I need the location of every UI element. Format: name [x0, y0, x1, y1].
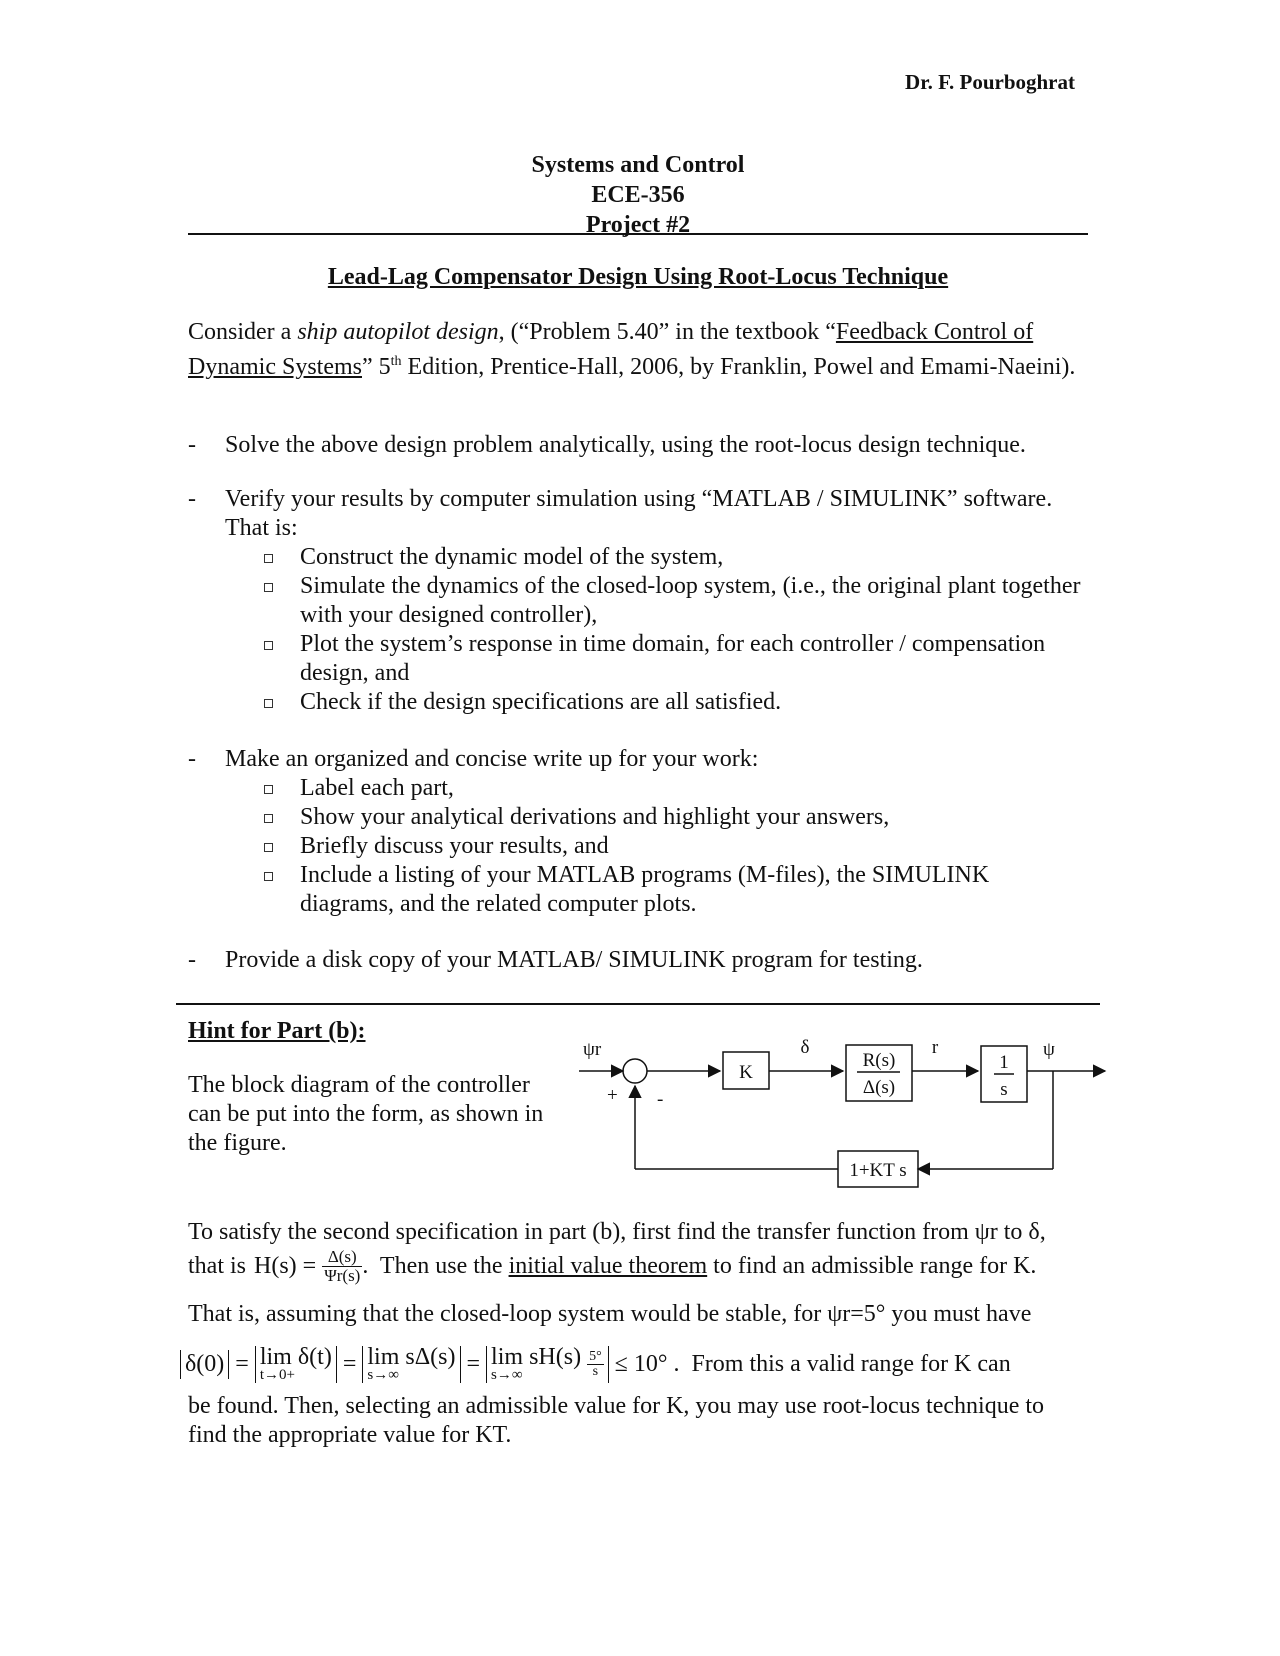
- square-bullet-icon: [262, 861, 300, 919]
- integrator-denominator: s: [1000, 1079, 1008, 1100]
- integrator-numerator: 1: [999, 1052, 1009, 1073]
- ivt-link-text: initial value theorem: [508, 1253, 708, 1279]
- input-label: ψr: [583, 1039, 602, 1060]
- textbook-title: Feedback Control of Dynamic Systems: [188, 319, 1034, 380]
- body-line-2: that is H(s) = $\frac{\Delta(s)}{\Psi r(s)}$ . Then use the initial value theorem to find an admissible range for K.: [188, 1247, 1037, 1285]
- title-block: [188, 150, 1088, 240]
- square-bullet-icon: [262, 688, 300, 717]
- hint-text: The block diagram of the controller can be put into the form, as shown in the figure.: [188, 1072, 544, 1156]
- square-bullet-icon: [262, 803, 300, 832]
- list-item: Briefly discuss your results, and: [262, 832, 1088, 861]
- intro-paragraph: Consider a ship autopilot design, (“Problem 5.40” in the textbook “Feedback Control of Dynamic Systems” 5th Edition, Prentice-Hall, 2006, by Franklin, Powel and Emami-Naeini).: [188, 319, 1076, 380]
- intro-italic: ship autopilot design: [297, 319, 499, 345]
- plant-denominator: Δ(s): [862, 1077, 896, 1098]
- body-line-1: To satisfy the second specification in part (b), first find the transfer function from ψr to δ,: [188, 1219, 1046, 1245]
- gain-label: K: [739, 1062, 753, 1083]
- list-item: Check if the design specifications are all satisfied.: [262, 688, 1088, 717]
- course-name: Systems and Control: [531, 152, 745, 178]
- bullet-verify: - Verify your results by computer simulation using “MATLAB / SIMULINK” software. That is:: [188, 486, 1053, 541]
- minus-sign: -: [657, 1089, 664, 1110]
- list-item: Include a listing of your MATLAB programs (M-files), the SIMULINK diagrams, and the related computer plots.: [262, 861, 1088, 919]
- r-label: r: [931, 1037, 939, 1058]
- bullet-solve: - Solve the above design problem analytically, using the root-locus design technique.: [188, 432, 1026, 458]
- project-number: Project #2: [585, 212, 691, 238]
- square-bullet-icon: [262, 543, 300, 572]
- body-line-3: That is, assuming that the closed-loop system would be stable, for ψr=5° you must have: [188, 1301, 1032, 1327]
- list-item: Plot the system’s response in time domain, for each controller / compensation design, and: [262, 630, 1088, 688]
- ivt-equation: δ(0) = lim δ(t) t→0+ = lim sΔ(s) s→∞ = lim sH(s) s→∞ $\frac{5^\circ}{s}$ ≤ 10° . From this a valid range for K can: [180, 1346, 1120, 1383]
- project-subtitle: Lead-Lag Compensator Design Using Root-Locus Technique: [327, 264, 949, 290]
- block-diagram: [575, 1035, 1115, 1210]
- list-item: Show your analytical derivations and highlight your answers,: [262, 803, 1088, 832]
- list-item: Label each part,: [262, 774, 1088, 803]
- author-name: Dr. F. Pourboghrat: [905, 70, 1075, 94]
- plus-sign: +: [607, 1085, 618, 1106]
- feedback-label: 1+KT s: [849, 1160, 907, 1181]
- body-line-4: be found. Then, selecting an admissible value for K, you may use root-locus technique to find the appropriate value for KT.: [188, 1393, 1045, 1448]
- square-bullet-icon: [262, 774, 300, 803]
- summing-junction: [623, 1059, 647, 1083]
- delta-label: δ: [800, 1037, 810, 1058]
- bullet-disk: - Provide a disk copy of your MATLAB/ SIMULINK program for testing.: [188, 947, 923, 973]
- output-label: ψ: [1043, 1039, 1055, 1060]
- plant-numerator: R(s): [862, 1050, 896, 1071]
- section-rule: [176, 1003, 1100, 1005]
- square-bullet-icon: [262, 630, 300, 688]
- list-item: Simulate the dynamics of the closed-loop system, (i.e., the original plant together with your designed controller),: [262, 572, 1088, 630]
- title-rule: [188, 233, 1088, 235]
- h-fraction: $\frac{\Delta(s)}{\Psi r(s)}$: [324, 1247, 361, 1285]
- bullet-writeup: - Make an organized and concise write up for your work:: [188, 746, 759, 772]
- square-bullet-icon: [262, 572, 300, 630]
- square-bullet-icon: [262, 832, 300, 861]
- list-item: Construct the dynamic model of the system,: [262, 543, 1088, 572]
- course-code: ECE-356: [591, 182, 685, 208]
- hint-heading: Hint for Part (b):: [188, 1018, 366, 1044]
